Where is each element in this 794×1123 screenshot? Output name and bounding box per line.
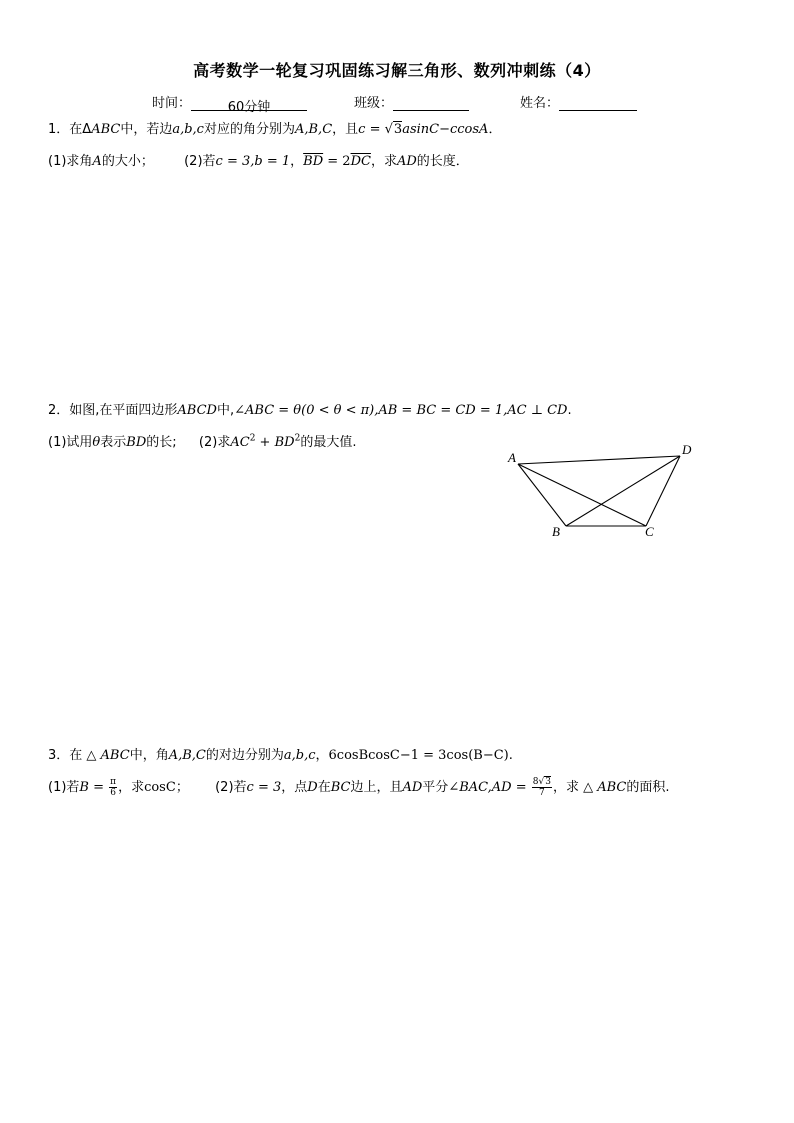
vertex-label-b: B — [552, 524, 560, 539]
sqrt-symbol: √3 — [384, 122, 403, 137]
q3-sides: a,b,c — [283, 748, 316, 763]
q2-part1: 表示 — [100, 435, 127, 450]
question-2-stem — [48, 399, 572, 418]
fraction-8root3-over-7 — [532, 777, 552, 798]
q1-eq: = 2 — [323, 154, 351, 169]
name-field — [520, 92, 637, 111]
q1-radicand: 3 — [393, 122, 403, 137]
question-1-stem — [48, 118, 501, 137]
q1-part2: ， — [290, 154, 304, 169]
vertex-label-c: C — [645, 524, 654, 539]
fraction-denominator: 7 — [538, 788, 545, 798]
class-field — [354, 92, 469, 111]
q3-part2: ，点 — [281, 780, 308, 795]
question-number: 2． — [48, 403, 70, 418]
vector-dc: $\overline{DC}$ — [350, 154, 371, 169]
q2-exponent: 2 — [249, 433, 256, 444]
fraction-pi-over-6 — [109, 777, 117, 798]
q3-text: 的对边分别为 — [205, 748, 284, 763]
question-3-stem — [48, 744, 513, 763]
q3-part2: 在 — [317, 780, 331, 795]
q1-part1: 的大小； — [101, 154, 154, 169]
q3-text: . — [508, 748, 513, 763]
fraction-numerator: π — [110, 777, 117, 787]
question-3-parts — [48, 776, 670, 798]
numerator-coefficient: 8 — [532, 777, 539, 787]
time-label: 时间： — [152, 96, 192, 111]
q2-text: 如图,在平面四边形 — [69, 403, 178, 418]
q3-side-c: c = 3 — [246, 780, 282, 795]
q3-part2: (2)若 — [215, 780, 247, 795]
q3-point-d: D — [307, 780, 318, 795]
time-field — [152, 92, 307, 115]
question-2-parts — [48, 431, 356, 450]
q1-sides: a,b,c — [172, 122, 204, 137]
q1-eq-sign: = — [365, 122, 385, 137]
q3-part1: ； — [175, 780, 189, 795]
vertex-label-a: A — [508, 450, 516, 465]
time-value: 60分钟 — [191, 96, 307, 111]
q1-triangle: ABC — [91, 122, 121, 137]
class-label: 班级： — [354, 96, 394, 111]
quadrilateral-figure — [504, 440, 704, 544]
class-blank[interactable] — [393, 96, 469, 111]
q3-equation: 6cosBcosC−1 = 3cos(B−C) — [328, 748, 509, 763]
q1-text: 在Δ — [69, 122, 92, 137]
q3-text: ， — [315, 748, 329, 763]
q2-condition: ∠ABC = θ(0 < θ < π),AB = BC = CD = 1,AC ⊥ CD — [234, 403, 568, 418]
q3-triangle: ABC — [100, 748, 130, 763]
vector-bd: $\overline{BD}$ — [303, 154, 324, 169]
question-number: 3． — [48, 748, 70, 763]
page-title: 高考数学一轮复习巩固练习解三角形、数列冲刺练（4） — [193, 61, 601, 80]
q1-eq-lhs: c — [358, 122, 366, 137]
q2-part1: (1)试用 — [48, 435, 93, 450]
q1-text: 对应的角分别为 — [203, 122, 295, 137]
q3-side-bc: BC — [330, 780, 351, 795]
q1-condition: c = 3,b = 1 — [215, 154, 291, 169]
q3-part2: 平分 — [422, 780, 449, 795]
q2-part1: 的长; — [146, 435, 177, 450]
vertex-label-d: D — [682, 442, 692, 457]
q2-text: 中, — [216, 403, 235, 418]
q3-part1: ，求 — [118, 780, 145, 795]
segment-ab — [518, 464, 566, 526]
q1-part2: ，求 — [370, 154, 397, 169]
numerator-radicand: 3 — [545, 777, 551, 787]
q2-quadrilateral: ABCD — [177, 403, 217, 418]
q3-angles: A,B,C — [168, 748, 206, 763]
fraction-denominator: 6 — [110, 788, 116, 798]
q1-angle-a: A — [92, 154, 102, 169]
q3-segment-ad: AD — [402, 780, 423, 795]
q2-expr-ac: AC — [230, 435, 250, 450]
q3-bisector-condition: ∠BAC,AD = — [448, 780, 531, 795]
q3-part2: 的面积. — [626, 780, 670, 795]
q3-cosc: cosC — [144, 780, 176, 795]
q2-part2: 的最大值. — [300, 435, 357, 450]
q1-segment-ad: AD — [396, 154, 417, 169]
q2-text: . — [567, 403, 572, 418]
q1-part2: (2)若 — [184, 154, 216, 169]
q3-angle-b: B = — [79, 780, 109, 795]
fraction-numerator: 8√3 — [532, 777, 551, 787]
q2-segment-bd: BD — [126, 435, 147, 450]
q3-part1: (1)若 — [48, 780, 80, 795]
question-1-parts — [48, 150, 469, 169]
q3-triangle: ABC — [597, 780, 627, 795]
q1-part1: (1)求角 — [48, 154, 93, 169]
q2-exponent: 2 — [294, 433, 301, 444]
q1-text: 中，若边 — [120, 122, 173, 137]
q2-expr-bd: BD — [274, 435, 295, 450]
q3-part2: ，求 △ — [552, 780, 598, 795]
name-label: 姓名： — [520, 96, 560, 111]
q1-angles: A,B,C — [294, 122, 333, 137]
q1-text: ． — [488, 122, 502, 137]
q2-plus: + — [255, 435, 275, 450]
q1-eq-rhs: asinC−ccosA — [402, 122, 489, 137]
q2-theta: θ — [92, 435, 101, 450]
q3-part2: 边上，且 — [350, 780, 403, 795]
q2-part2: (2)求 — [198, 435, 231, 450]
q3-text: 在 △ — [69, 748, 101, 763]
q3-text: 中，角 — [129, 748, 169, 763]
q1-text: ，且 — [332, 122, 359, 137]
q1-part2: 的长度． — [416, 154, 469, 169]
name-blank[interactable] — [559, 96, 637, 111]
question-number: 1． — [48, 122, 70, 137]
segment-ad — [518, 456, 680, 464]
